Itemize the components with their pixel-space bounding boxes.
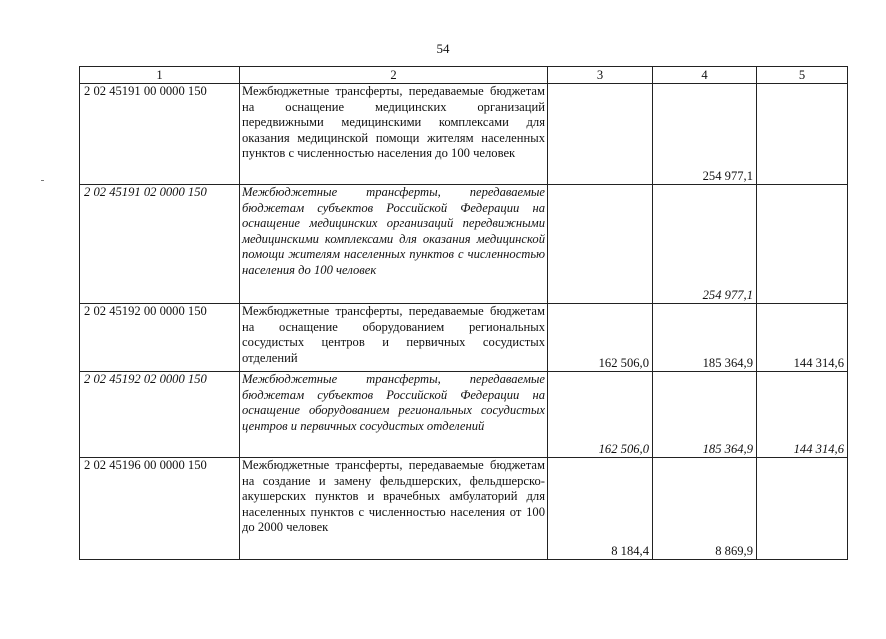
description-cell: Межбюджетные трансферты, передаваемые бюджетам на оснащение оборудованием региональных сосудистых центров и первичных сосудистых отделений [240,304,548,372]
value-col5-cell [757,458,848,560]
value-col5-cell: 144 314,6 [757,372,848,458]
value-col4-cell: 185 364,9 [653,372,757,458]
value-col5-cell [757,84,848,185]
value-col5-cell: 144 314,6 [757,304,848,372]
table-row [80,458,848,560]
description-cell: Межбюджетные трансферты, передаваемые бюджетам на создание и замену фельдшерских, фельдшерско-акушерских пунктов и врачебных амбулаторий для населенных пунктов с численностью населения от 100 до 2000 человек [240,458,548,560]
value-col4-cell: 185 364,9 [653,304,757,372]
budget-code-cell: 2 02 45192 00 0000 150 [80,304,240,372]
budget-code-cell: 2 02 45192 02 0000 150 [80,372,240,458]
value-col5-cell [757,185,848,304]
value-col3-cell: 8 184,4 [548,458,653,560]
header-cell-1: 1 [80,67,240,84]
value-col3-cell: 162 506,0 [548,304,653,372]
header-cell-2: 2 [240,67,548,84]
budget-code-cell: 2 02 45196 00 0000 150 [80,458,240,560]
table-row [80,372,848,458]
value-col4-cell: 8 869,9 [653,458,757,560]
value-col4-cell: 254 977,1 [653,185,757,304]
description-cell: Межбюджетные трансферты, передаваемые бюджетам субъектов Российской Федерации на оснащение оборудованием региональных сосудистых центров и первичных сосудистых отделений [240,372,548,458]
header-cell-4: 4 [653,67,757,84]
description-cell: Межбюджетные трансферты, передаваемые бюджетам на оснащение медицинских организаций передвижными медицинскими комплексами для оказания медицинской помощи жителям населенных пунктов с численностью населения до 100 человек [240,84,548,185]
table-row [80,185,848,304]
budget-code-cell: 2 02 45191 02 0000 150 [80,185,240,304]
table-row [80,304,848,372]
budget-table [79,66,848,560]
table-row [80,84,848,185]
budget-code-cell: 2 02 45191 00 0000 150 [80,84,240,185]
value-col3-cell [548,185,653,304]
value-col3-cell: 162 506,0 [548,372,653,458]
description-cell: Межбюджетные трансферты, передаваемые бюджетам субъектов Российской Федерации на оснащение медицинских организаций передвижными медицинскими комплексами для оказания медицинской помощи жителям населенных пунктов с численностью населения до 100 человек [240,185,548,304]
value-col4-cell: 254 977,1 [653,84,757,185]
header-cell-3: 3 [548,67,653,84]
value-col3-cell [548,84,653,185]
scan-artifact-mark [41,180,44,181]
header-cell-5: 5 [757,67,848,84]
table-header-row [80,67,848,84]
page-number: 54 [436,41,450,56]
